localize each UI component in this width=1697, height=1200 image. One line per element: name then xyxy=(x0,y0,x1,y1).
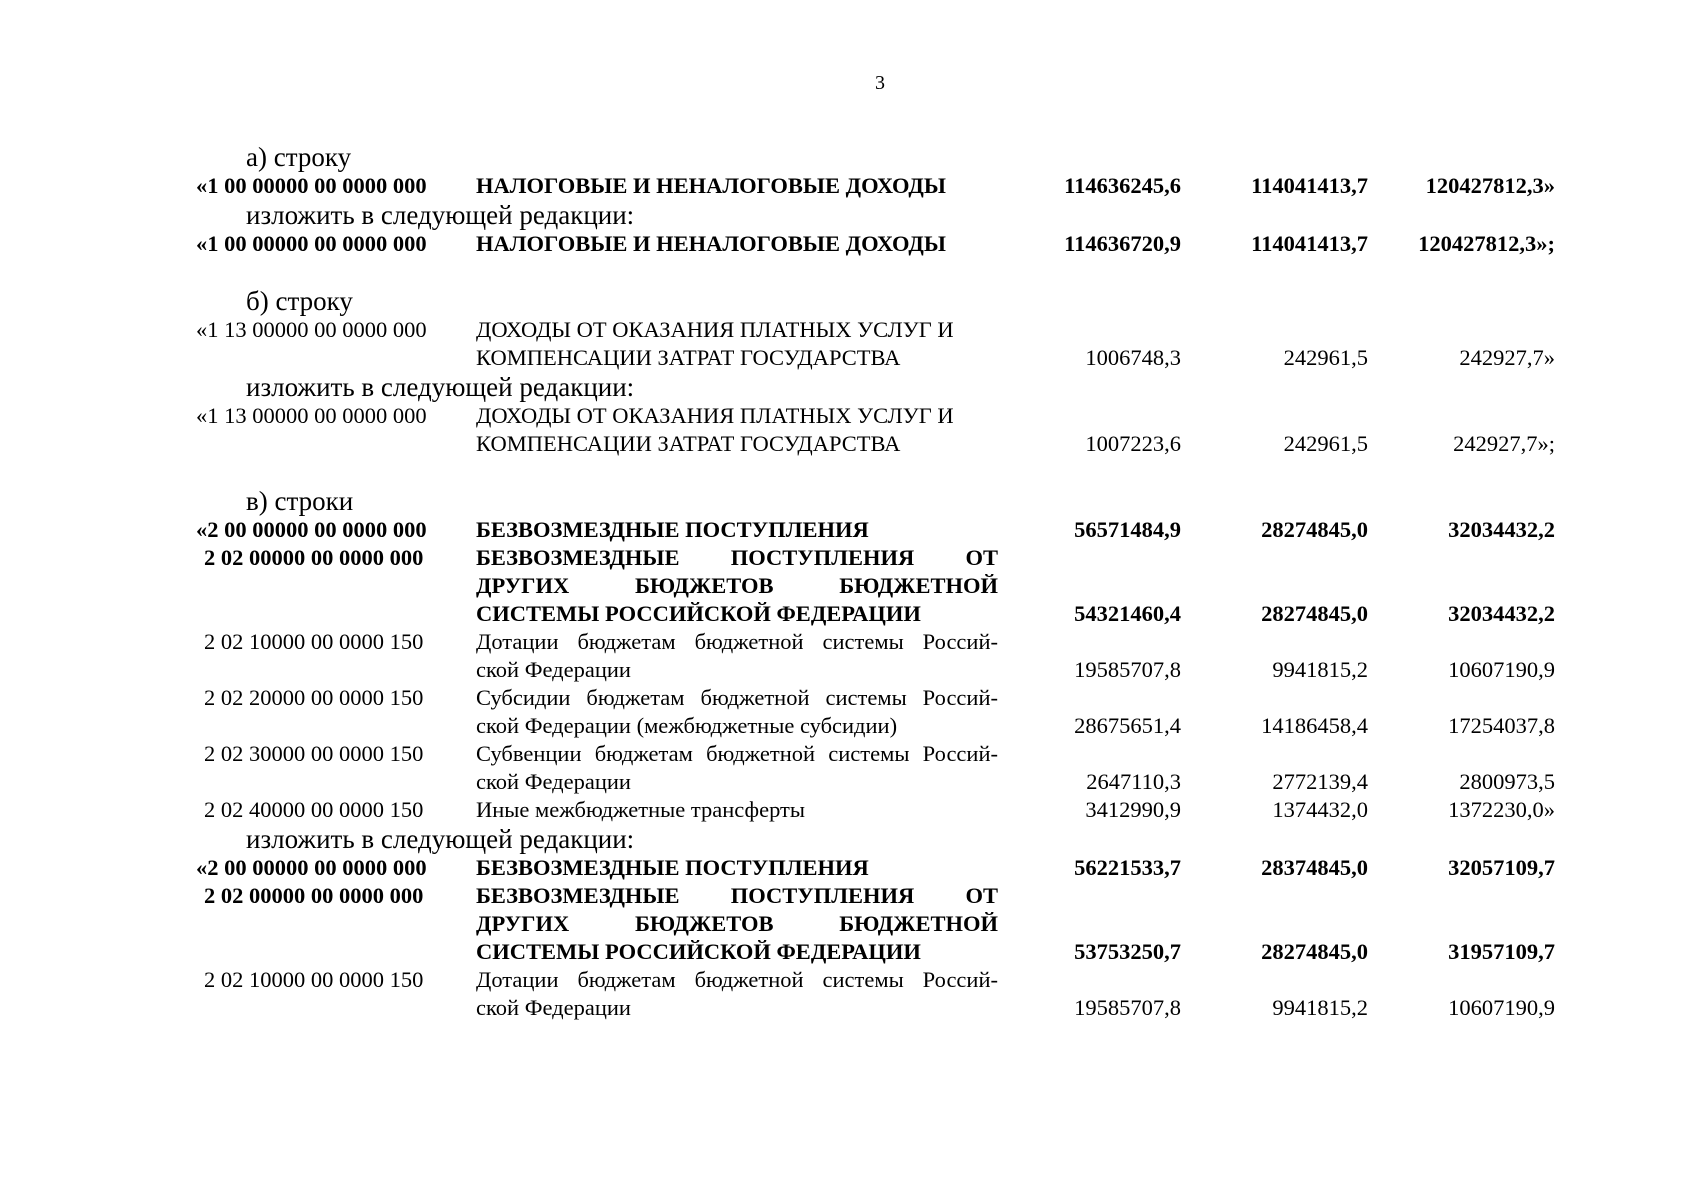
row-code: 2 02 10000 00 0000 150 xyxy=(204,629,424,654)
row-value-2: 2772139,4 xyxy=(1272,769,1368,794)
row-value-2: 114041413,7 xyxy=(1251,173,1368,198)
table-row xyxy=(196,316,1596,372)
table-row xyxy=(196,882,1596,966)
row-name-line: ской Федерации xyxy=(476,995,631,1020)
row-value-3: 242927,7» xyxy=(1459,345,1555,370)
row-code: «1 00 00000 00 0000 000 xyxy=(196,231,427,256)
row-value-1: 19585707,8 xyxy=(1074,657,1181,682)
table-row xyxy=(196,544,1596,628)
row-name: НАЛОГОВЫЕ И НЕНАЛОГОВЫЕ ДОХОДЫ xyxy=(476,231,946,256)
table-row xyxy=(196,402,1596,458)
row-value-1: 2647110,3 xyxy=(1086,769,1181,794)
row-name-line: БЕЗВОЗМЕЗДНЫЕ ПОСТУПЛЕНИЯ ОТ xyxy=(476,545,998,570)
row-value-1: 114636720,9 xyxy=(1064,231,1181,256)
row-value-3: 10607190,9 xyxy=(1448,657,1555,682)
row-value-2: 28274845,0 xyxy=(1261,601,1368,626)
row-value-1: 53753250,7 xyxy=(1074,939,1181,964)
row-name: БЕЗВОЗМЕЗДНЫЕ ПОСТУПЛЕНИЯ xyxy=(476,517,869,542)
row-name-line: ской Федерации xyxy=(476,657,631,682)
row-value-1: 28675651,4 xyxy=(1074,713,1181,738)
row-name xyxy=(476,402,998,458)
section-a-new-intro: изложить в следующей редакции: xyxy=(246,200,635,230)
table-row xyxy=(196,230,1596,258)
row-value-3: 1372230,0» xyxy=(1448,797,1555,822)
row-name-line: ДОХОДЫ ОТ ОКАЗАНИЯ ПЛАТНЫХ УСЛУГ И xyxy=(476,403,954,428)
row-name xyxy=(476,544,998,628)
table-row xyxy=(196,172,1596,200)
row-name xyxy=(476,740,998,796)
row-value-1: 114636245,6 xyxy=(1064,173,1181,198)
section-b-intro: б) строку xyxy=(246,286,353,316)
row-value-3: 32034432,2 xyxy=(1448,517,1555,542)
row-code: 2 02 20000 00 0000 150 xyxy=(204,685,424,710)
row-name-line: Субсидии бюджетам бюджетной системы Россий- xyxy=(476,685,998,710)
row-name-line: ской Федерации xyxy=(476,769,631,794)
table-row xyxy=(196,740,1596,796)
row-code: 2 02 00000 00 0000 000 xyxy=(204,545,424,570)
row-name: НАЛОГОВЫЕ И НЕНАЛОГОВЫЕ ДОХОДЫ xyxy=(476,173,946,198)
row-code: «1 13 00000 00 0000 000 xyxy=(196,317,427,342)
section-c-new-intro: изложить в следующей редакции: xyxy=(246,824,635,854)
row-code: 2 02 10000 00 0000 150 xyxy=(204,967,424,992)
row-name-line: ДРУГИХ БЮДЖЕТОВ БЮДЖЕТНОЙ xyxy=(476,573,998,598)
row-name-line: КОМПЕНСАЦИИ ЗАТРАТ ГОСУДАРСТВА xyxy=(476,345,901,370)
row-value-3: 120427812,3»; xyxy=(1418,231,1555,256)
row-code: «2 00 00000 00 0000 000 xyxy=(196,517,427,542)
row-name-line: Дотации бюджетам бюджетной системы Россий- xyxy=(476,967,998,992)
row-name-line: Субвенции бюджетам бюджетной системы Россий- xyxy=(476,741,998,766)
row-name-line: Дотации бюджетам бюджетной системы Россий- xyxy=(476,629,998,654)
row-name-line: СИСТЕМЫ РОССИЙСКОЙ ФЕДЕРАЦИИ xyxy=(476,939,921,964)
document-body xyxy=(196,142,1596,1022)
row-code: 2 02 40000 00 0000 150 xyxy=(204,797,424,822)
row-value-2: 1374432,0 xyxy=(1272,797,1368,822)
row-value-1: 19585707,8 xyxy=(1074,995,1181,1020)
row-value-3: 32034432,2 xyxy=(1448,601,1555,626)
row-code: «2 00 00000 00 0000 000 xyxy=(196,855,427,880)
row-name xyxy=(476,966,998,1022)
row-value-2: 9941815,2 xyxy=(1272,657,1368,682)
row-name-line: ДРУГИХ БЮДЖЕТОВ БЮДЖЕТНОЙ xyxy=(476,911,998,936)
row-name: Иные межбюджетные трансферты xyxy=(476,797,806,822)
row-value-1: 56221533,7 xyxy=(1074,855,1181,880)
row-value-2: 242961,5 xyxy=(1283,431,1368,456)
section-a-intro: а) строку xyxy=(246,142,352,172)
row-value-3: 2800973,5 xyxy=(1459,769,1555,794)
row-value-1: 54321460,4 xyxy=(1074,601,1181,626)
row-name xyxy=(476,628,998,684)
row-value-3: 32057109,7 xyxy=(1448,855,1555,880)
row-code: «1 00 00000 00 0000 000 xyxy=(196,173,427,198)
row-value-2: 28274845,0 xyxy=(1261,517,1368,542)
section-c-intro: в) строки xyxy=(246,486,354,516)
row-name-line: ской Федерации (межбюджетные субсидии) xyxy=(476,713,898,738)
table-row xyxy=(196,628,1596,684)
row-name-line: БЕЗВОЗМЕЗДНЫЕ ПОСТУПЛЕНИЯ ОТ xyxy=(476,883,998,908)
row-name-line: КОМПЕНСАЦИИ ЗАТРАТ ГОСУДАРСТВА xyxy=(476,431,901,456)
row-value-3: 242927,7»; xyxy=(1453,431,1555,456)
row-name: БЕЗВОЗМЕЗДНЫЕ ПОСТУПЛЕНИЯ xyxy=(476,855,869,880)
table-row xyxy=(196,684,1596,740)
page-number: 3 xyxy=(875,72,885,94)
row-value-1: 1006748,3 xyxy=(1085,345,1181,370)
row-value-1: 1007223,6 xyxy=(1085,431,1181,456)
table-row xyxy=(196,796,1596,824)
row-value-2: 114041413,7 xyxy=(1251,231,1368,256)
row-value-2: 242961,5 xyxy=(1283,345,1368,370)
row-value-3: 31957109,7 xyxy=(1448,939,1555,964)
row-code: «1 13 00000 00 0000 000 xyxy=(196,403,427,428)
row-value-3: 17254037,8 xyxy=(1448,713,1555,738)
row-name-line: ДОХОДЫ ОТ ОКАЗАНИЯ ПЛАТНЫХ УСЛУГ И xyxy=(476,317,954,342)
row-code: 2 02 30000 00 0000 150 xyxy=(204,741,424,766)
row-value-2: 28374845,0 xyxy=(1261,855,1368,880)
row-value-2: 9941815,2 xyxy=(1272,995,1368,1020)
table-row xyxy=(196,966,1596,1022)
table-row xyxy=(196,516,1596,544)
row-value-1: 56571484,9 xyxy=(1074,517,1181,542)
row-name xyxy=(476,882,998,966)
row-code: 2 02 00000 00 0000 000 xyxy=(204,883,424,908)
section-b-new-intro: изложить в следующей редакции: xyxy=(246,372,635,402)
row-value-2: 14186458,4 xyxy=(1261,713,1368,738)
row-value-2: 28274845,0 xyxy=(1261,939,1368,964)
row-name-line: СИСТЕМЫ РОССИЙСКОЙ ФЕДЕРАЦИИ xyxy=(476,601,921,626)
row-value-3: 120427812,3» xyxy=(1425,173,1555,198)
row-name xyxy=(476,684,998,740)
row-name xyxy=(476,316,998,372)
row-value-3: 10607190,9 xyxy=(1448,995,1555,1020)
table-row xyxy=(196,854,1596,882)
row-value-1: 3412990,9 xyxy=(1085,797,1181,822)
